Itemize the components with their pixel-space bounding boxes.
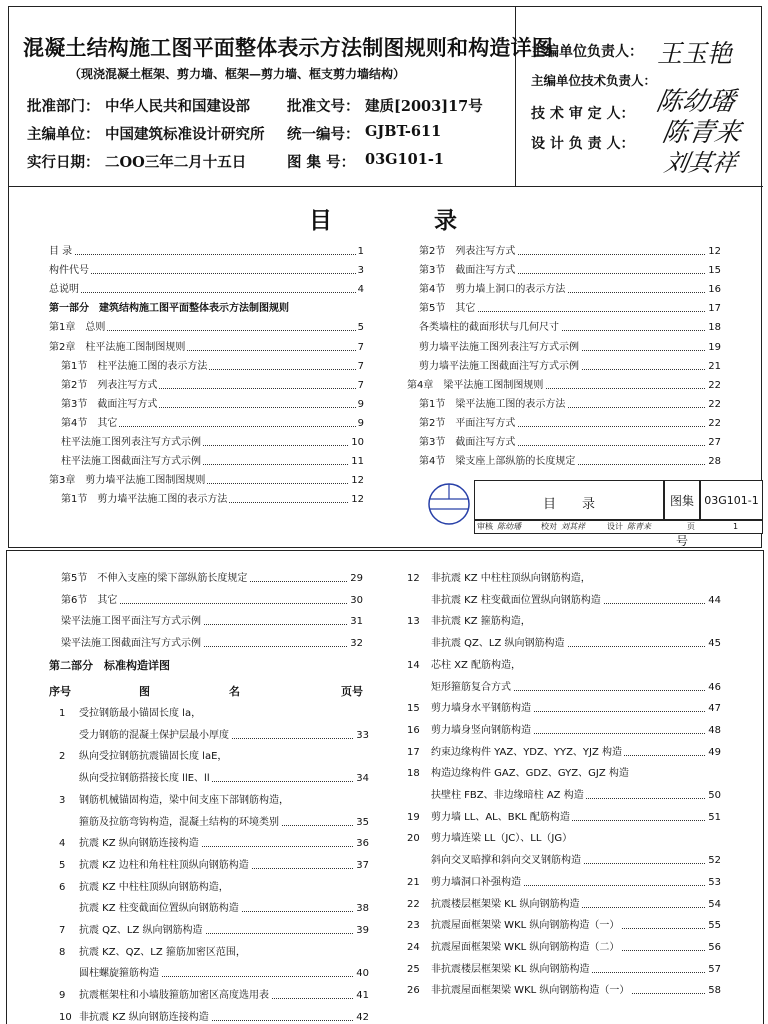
atlas-emblem-icon [424, 479, 474, 529]
toc-entry [419, 319, 721, 337]
cover-header [9, 7, 763, 187]
detail-entry [79, 790, 369, 811]
toc-entry-page: 31 [348, 611, 363, 632]
toc-entry-title: 第4章 梁平法施工图制图规则 [407, 377, 545, 395]
design-label: 设计 [607, 522, 623, 531]
title-block [474, 480, 763, 549]
toc-entry [61, 434, 364, 452]
toc-entry-title: 第5节 不伸入支座的梁下部纵筋长度规定 [61, 568, 249, 589]
part2-title: 第二部分 标准构造详图 [49, 659, 170, 672]
toc-entry-page: 7 [356, 339, 364, 357]
detail-entry-title: 抗震 KZ、QZ、LZ 箍筋加密区范围， [79, 942, 248, 963]
toc-entry [61, 491, 364, 509]
detail-entry-page: 35 [354, 812, 369, 833]
detail-entry-title: 非抗震屋面框架梁 WKL 纵向钢筋构造（一） [431, 980, 631, 1001]
entry-number: 24 [407, 941, 420, 953]
toc-entry [49, 472, 364, 490]
detail-entry [431, 959, 721, 980]
detail-entry [79, 877, 369, 898]
detail-entry-page: 50 [706, 785, 721, 806]
entry-number: 1 [59, 708, 66, 719]
entry-number: 16 [407, 724, 420, 736]
detail-entry [431, 872, 721, 893]
detail-entry-title: 剪力墙洞口补强构造 [431, 872, 523, 893]
toc-entry-page: 9 [356, 415, 364, 433]
detail-entry-title: 非抗震 KZ 柱变截面位置纵向钢筋构造 [431, 590, 603, 611]
entry-number: 6 [59, 881, 66, 893]
toc-entry-title: 第3节 截面注写方式 [419, 262, 517, 280]
detail-entry-title: 非抗震 KZ 中柱柱顶纵向钢筋构造， [431, 568, 593, 589]
toc-entry [419, 434, 721, 452]
toc-entry-page: 15 [706, 262, 721, 280]
detail-entry-title: 抗震框架柱和小墙肢箍筋加密区高度选用表 [79, 985, 271, 1006]
document-subtitle: （现浇混凝土框架、剪力墙、框架—剪力墙、框支剪力墙结构） [69, 67, 406, 81]
toc-entry-title: 柱平法施工图列表注写方式示例 [61, 434, 203, 452]
detail-entry-title: 构造边缘构件 GAZ、GDZ、GYZ、GJZ 构造 [431, 763, 631, 784]
detail-entry [79, 855, 369, 876]
toc-entry-title: 总说明 [49, 281, 81, 299]
signature-extra: 刘其祥 [662, 149, 740, 177]
effective-date: 二OO三年二月十五日 [105, 154, 247, 171]
date-label: 实行日期： [27, 154, 100, 171]
toc-entry-page: 7 [356, 377, 364, 395]
toc-entry-page: 22 [706, 377, 721, 395]
detail-entry-title: 非抗震 QZ、LZ 纵向钢筋构造 [431, 633, 567, 654]
toc-entry-title: 第3节 截面注写方式 [61, 396, 159, 414]
detail-entry-page: 37 [354, 855, 369, 876]
atlas-no-label: 图 集 号： [287, 154, 356, 171]
toc-sheet-2 [6, 550, 764, 1024]
entry-number: 26 [407, 985, 420, 997]
title-block-sign-row [474, 520, 763, 534]
toc-entry [407, 377, 721, 395]
detail-entry-page: 53 [706, 872, 721, 893]
detail-entry [431, 611, 721, 632]
toc-entry-page: 3 [356, 262, 364, 280]
detail-entry [79, 985, 369, 1006]
detail-entry [431, 590, 721, 611]
toc-entry-title: 第1节 柱平法施工图的表示方法 [61, 358, 209, 376]
detail-entry [79, 920, 369, 941]
detail-entry [431, 677, 721, 698]
detail-entry-page: 49 [706, 742, 721, 763]
toc-entry [49, 319, 364, 337]
detail-entry-title: 受拉钢筋最小锚固长度 la， [79, 703, 203, 724]
toc-entry [61, 590, 363, 611]
toc-entry-title: 剪力墙平法施工图列表注写方式示例 [419, 339, 581, 357]
toc-entry-page: 1 [356, 243, 364, 261]
toc-entry-page: 7 [356, 358, 364, 376]
entry-number: 22 [407, 898, 420, 910]
detail-entry [79, 1007, 369, 1024]
column-no: 序号 [49, 685, 71, 698]
cover-info-block [9, 7, 553, 187]
detail-entry-page: 42 [354, 1007, 369, 1024]
detail-entry-page: 45 [706, 633, 721, 654]
detail-entry [431, 850, 721, 871]
entry-number: 17 [407, 746, 420, 758]
detail-entry [79, 942, 369, 963]
toc-entry-page: 21 [706, 358, 721, 376]
detail-entry-title: 扶壁柱 FBZ、非边缘暗柱 AZ 构造 [431, 785, 586, 806]
toc-entry [49, 281, 364, 299]
toc-entry [49, 243, 364, 261]
toc-entry [419, 453, 721, 471]
entry-number: 12 [407, 573, 420, 584]
detail-entry-title: 抗震 KZ 中柱柱顶纵向钢筋构造， [79, 877, 231, 898]
toc-entry [61, 377, 364, 395]
toc-entry [419, 262, 721, 280]
toc-entry [419, 358, 721, 376]
toc-entry [61, 453, 364, 471]
detail-entry-title: 纵向受拉钢筋抗震锚固长度 laE， [79, 746, 229, 767]
toc-entry [419, 243, 721, 261]
detail-entry-page: 58 [706, 980, 721, 1001]
toc-entry [61, 415, 364, 433]
detail-entry-title: 抗震屋面框架梁 WKL 纵向钢筋构造（二） [431, 937, 621, 958]
editor-label: 主编单位： [27, 126, 100, 143]
detail-entry-title: 非抗震 KZ 纵向钢筋连接构造 [79, 1007, 211, 1024]
detail-entry-page: 57 [706, 959, 721, 980]
toc-entry-title: 剪力墙平法施工图截面注写方式示例 [419, 358, 581, 376]
toc-entry-title: 第1节 剪力墙平法施工图的表示方法 [61, 491, 229, 509]
approval-doc: 建质[2003]17号 [365, 98, 483, 115]
toc-entry-page: 32 [348, 633, 363, 654]
detail-entry [431, 894, 721, 915]
toc-heading-char: 录 [434, 207, 457, 234]
entry-number: 18 [407, 768, 420, 780]
column-fig: 图 [139, 685, 150, 698]
detail-entry-page: 40 [354, 963, 369, 984]
toc-entry-page: 28 [706, 453, 721, 471]
detail-entry-page: 36 [354, 833, 369, 854]
detail-entry [79, 833, 369, 854]
detail-entry-page: 34 [354, 768, 369, 789]
design-sign: 陈青来 [627, 522, 651, 531]
toc-entry [61, 568, 363, 589]
toc-entry [61, 396, 364, 414]
detail-entry-title: 圆柱螺旋箍筋构造 [79, 963, 161, 984]
toc-sheet-1 [8, 6, 762, 548]
detail-entry-title: 剪力墙身竖向钢筋构造 [431, 720, 533, 741]
toc-entry [49, 262, 364, 280]
toc-entry-title: 第4节 其它 [61, 415, 119, 433]
atlas-no: 03G101-1 [365, 151, 444, 168]
detail-entry-page: 55 [706, 915, 721, 936]
toc-entry-title: 第6节 其它 [61, 590, 119, 611]
detail-entry-page: 41 [354, 985, 369, 1006]
detail-entry-page: 52 [706, 850, 721, 871]
detail-entry-title: 纵向受拉钢筋搭接长度 llE、ll [79, 768, 212, 789]
detail-entry-title: 抗震 QZ、LZ 纵向钢筋构造 [79, 920, 205, 941]
detail-entry [431, 937, 721, 958]
responsible-label: 设 计 负 责 人： [531, 136, 635, 152]
detail-entry-page: 46 [706, 677, 721, 698]
detail-entry-title: 斜向交叉暗撑和斜向交叉钢筋构造 [431, 850, 583, 871]
entry-number: 19 [407, 811, 420, 823]
title-block-atlas-label: 图集号 [664, 480, 700, 520]
check-sign: 刘其祥 [561, 522, 585, 531]
toc-entry-page: 5 [356, 319, 364, 337]
toc-entry-page: 27 [706, 434, 721, 452]
signature-design-lead: 陈青来 [659, 118, 744, 148]
toc-entry [61, 358, 364, 376]
toc-entry [49, 300, 364, 318]
toc-entry-title: 第1节 梁平法施工图的表示方法 [419, 396, 567, 414]
signature-tech-review: 陈幼璠 [653, 87, 738, 117]
detail-entry [431, 568, 721, 589]
detail-entry [431, 915, 721, 936]
toc-entry-title: 第2节 列表注写方式 [419, 243, 517, 261]
toc-entry-page: 12 [349, 491, 364, 509]
toc-entry-page: 16 [706, 281, 721, 299]
toc-entry-page: 29 [348, 568, 363, 589]
toc-entry [419, 339, 721, 357]
toc-entry-page: 11 [349, 453, 364, 471]
toc-entry-title: 第一部分 建筑结构施工图平面整体表示方法制图规则 [49, 300, 291, 318]
detail-entry-page: 44 [706, 590, 721, 611]
unified-no: GJBT-611 [365, 123, 442, 140]
document-title: 混凝土结构施工图平面整体表示方法制图规则和构造详图 [23, 35, 553, 60]
editor: 中国建筑标准设计研究所 [105, 126, 265, 143]
entry-number: 8 [59, 946, 66, 958]
detail-entry-title: 受力钢筋的混凝土保护层最小厚度 [79, 725, 231, 746]
detail-entry [79, 703, 369, 724]
detail-entry [431, 742, 721, 763]
detail-entry-page: 48 [706, 720, 721, 741]
toc-entry-title: 第3节 截面注写方式 [419, 434, 517, 452]
toc-entry-title: 第4节 剪力墙上洞口的表示方法 [419, 281, 567, 299]
entry-number: 13 [407, 616, 420, 628]
detail-entry-title: 剪力墙 LL、AL、BKL 配筋构造 [431, 807, 572, 828]
detail-entry-title: 箍筋及拉筋弯钩构造，混凝土结构的环境类别 [79, 812, 281, 833]
detail-entry-page: 56 [706, 937, 721, 958]
toc-entry-title: 梁平法施工图平面注写方式示例 [61, 611, 203, 632]
detail-entry-page: 33 [354, 725, 369, 746]
toc-entry-page: 12 [349, 472, 364, 490]
detail-entry-title: 芯柱 XZ 配筋构造， [431, 655, 523, 676]
entry-number: 5 [59, 859, 66, 871]
detail-entry [431, 720, 721, 741]
entry-number: 23 [407, 920, 420, 932]
detail-entry-page: 47 [706, 698, 721, 719]
toc-entry-title: 第4节 梁支座上部纵筋的长度规定 [419, 453, 577, 471]
entry-number: 21 [407, 876, 420, 888]
toc-entry [61, 611, 363, 632]
toc-entry-page: 22 [706, 396, 721, 414]
detail-entry-title: 剪力墙身水平钢筋构造 [431, 698, 533, 719]
toc-entry-title: 各类墙柱的截面形状与几何尺寸 [419, 319, 561, 337]
toc-entry-title: 第1章 总则 [49, 319, 107, 337]
responsible-label: 技 术 审 定 人： [531, 106, 635, 122]
detail-entry [79, 812, 369, 833]
detail-entry [79, 746, 369, 767]
title-block-name: 目录 [474, 480, 664, 520]
approval-dept-label: 批准部门： [27, 98, 100, 115]
detail-entry-title: 抗震 KZ 纵向钢筋连接构造 [79, 833, 201, 854]
review-sign: 陈幼璠 [497, 522, 521, 531]
toc-entry-page: 10 [349, 434, 364, 452]
toc-entry-page: 18 [706, 319, 721, 337]
detail-entry-title: 抗震 KZ 边柱和角柱柱顶纵向钢筋构造 [79, 855, 251, 876]
leader-dots [49, 254, 364, 255]
toc-entry-page: 12 [706, 243, 721, 261]
column-name: 名 [229, 685, 240, 698]
toc-heading [309, 202, 469, 232]
approval-doc-label: 批准文号： [287, 98, 360, 115]
title-block-atlas-no: 03G101-1 [700, 480, 763, 520]
detail-entry-title: 剪力墙连梁 LL（JC）、LL（JG） [431, 828, 574, 849]
detail-entry-title: 非抗震楼层框架梁 KL 纵向钢筋构造 [431, 959, 592, 980]
detail-entry [79, 898, 369, 919]
toc-entry-page: 17 [706, 300, 721, 318]
review-label: 审核 [477, 522, 493, 531]
detail-entry [431, 633, 721, 654]
detail-entry-title: 抗震 KZ 柱变截面位置纵向钢筋构造 [79, 898, 241, 919]
detail-entry-page: 38 [354, 898, 369, 919]
detail-entry [431, 807, 721, 828]
entry-number: 20 [407, 833, 420, 845]
toc-entry [419, 300, 721, 318]
toc-entry-title: 目 录 [49, 243, 74, 261]
toc-entry-title: 构件代号 [49, 262, 91, 280]
detail-entry-page: 51 [706, 807, 721, 828]
detail-entry-title: 矩形箍筋复合方式 [431, 677, 513, 698]
check-label: 校对 [541, 522, 557, 531]
page-number: 1 [733, 522, 739, 531]
toc-entry-title: 第5节 其它 [419, 300, 477, 318]
toc-entry-title: 第2章 柱平法施工图制图规则 [49, 339, 187, 357]
detail-entry [431, 980, 721, 1001]
column-page: 页号 [341, 685, 363, 698]
responsibles-block [517, 7, 763, 187]
page-label: 页 [687, 522, 695, 531]
entry-number: 4 [59, 838, 66, 850]
toc-entry [61, 633, 363, 654]
entry-number: 9 [59, 990, 66, 1002]
toc-entry [419, 415, 721, 433]
signature-chief: 王玉艳 [657, 39, 733, 68]
detail-entry [431, 828, 721, 849]
entry-number: 10 [59, 1011, 72, 1023]
unified-no-label: 统一编号： [287, 126, 360, 143]
detail-entry-title: 非抗震 KZ 箍筋构造， [431, 611, 533, 632]
toc-entry [419, 281, 721, 299]
toc-entry-page: 22 [706, 415, 721, 433]
detail-entry-page: 54 [706, 894, 721, 915]
detail-entry-title: 抗震楼层框架梁 KL 纵向钢筋构造 [431, 894, 582, 915]
responsible-label: 主编单位技术负责人： [531, 73, 657, 88]
detail-entry [431, 763, 721, 784]
responsible-label: 主编单位负责人： [531, 44, 643, 60]
leader-dots [49, 292, 364, 293]
detail-entry-title: 抗震屋面框架梁 WKL 纵向钢筋构造（一） [431, 915, 621, 936]
toc-entry-page: 19 [706, 339, 721, 357]
toc-entry [419, 396, 721, 414]
toc-entry-page: 9 [356, 396, 364, 414]
entry-number: 25 [407, 963, 420, 975]
toc-entry-title: 柱平法施工图截面注写方式示例 [61, 453, 203, 471]
entry-number: 14 [407, 659, 420, 671]
toc-heading-char: 目 [309, 207, 332, 234]
detail-entry [431, 655, 721, 676]
detail-entry [79, 725, 369, 746]
entry-number: 7 [59, 925, 66, 936]
toc-entry-title: 梁平法施工图截面注写方式示例 [61, 633, 203, 654]
detail-entry [431, 785, 721, 806]
toc-entry-title: 第3章 剪力墙平法施工图制图规则 [49, 472, 207, 490]
entry-number: 3 [59, 794, 66, 806]
detail-entry [431, 698, 721, 719]
leader-dots [49, 273, 364, 274]
toc-entry-page: 4 [356, 281, 364, 299]
toc-entry-page: 30 [348, 590, 363, 611]
detail-entry-page: 39 [354, 920, 369, 941]
detail-entry [79, 768, 369, 789]
detail-entry-title: 约束边缘构件 YAZ、YDZ、YYZ、YJZ 构造 [431, 742, 624, 763]
detail-entry [79, 963, 369, 984]
approval-dept: 中华人民共和国建设部 [105, 98, 250, 115]
toc-entry [49, 339, 364, 357]
entry-number: 15 [407, 703, 420, 715]
entry-number: 2 [59, 751, 66, 763]
detail-entry-title: 钢筋机械锚固构造，梁中间支座下部钢筋构造， [79, 790, 291, 811]
toc-entry-title: 第2节 列表注写方式 [61, 377, 159, 395]
toc-entry-title: 第2节 平面注写方式 [419, 415, 517, 433]
